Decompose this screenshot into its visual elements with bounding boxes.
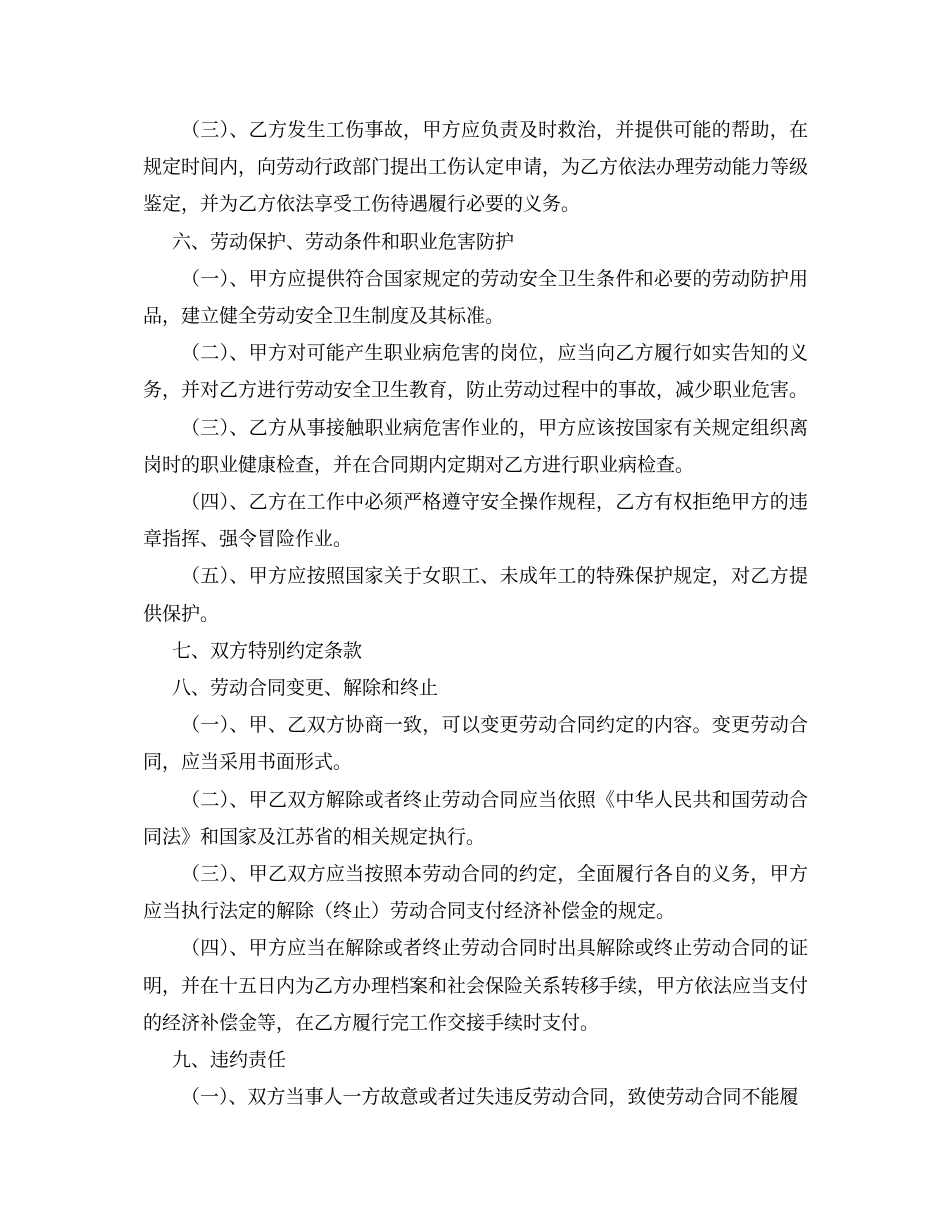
- clause-6-3: （三）、乙方从事接触职业病危害作业的，甲方应该按国家有关规定组织离岗时的职业健康检查，并在合同期内定期对乙方进行职业病检查。: [143, 416, 808, 476]
- section-heading-7: 七、双方特别约定条款: [172, 639, 363, 662]
- clause-6-1: （一）、甲方应提供符合国家规定的劳动安全卫生条件和必要的劳动防护用品，建立健全劳动安全卫生制度及其标准。: [143, 267, 808, 328]
- clause-5-3: （三）、乙方发生工伤事故，甲方应负责及时救治，并提供可能的帮助，在规定时间内，向劳动行政部门提出工伤认定申请，为乙方依法办理劳动能力等级鉴定，并为乙方依法享受工伤待遇履行必要的义务。: [143, 119, 809, 216]
- clause-6-2: （二）、甲方对可能产生职业病危害的岗位，应当向乙方履行如实告知的义务，并对乙方进行劳动安全卫生教育，防止劳动过程中的事故，减少职业危害。: [143, 342, 809, 402]
- clause-8-4: （四）、甲方应当在解除或者终止劳动合同时出具解除或终止劳动合同的证明，并在十五日内为乙方办理档案和社会保险关系转移手续，甲方依法应当支付的经济补偿金等，在乙方履行完工作交接手续时支付。: [143, 937, 809, 1034]
- clause-8-3: （三）、甲乙双方应当按照本劳动合同的约定，全面履行各自的义务，甲方应当执行法定的解除（终止）劳动合同支付经济补偿金的规定。: [143, 863, 808, 923]
- section-heading-8: 八、劳动合同变更、解除和终止: [172, 677, 439, 700]
- clause-6-5: （五）、甲方应按照国家关于女职工、未成年工的特殊保护规定，对乙方提供保护。: [143, 565, 808, 625]
- clause-8-2: （二）、甲乙双方解除或者终止劳动合同应当依照《中华人民共和国劳动合同法》和国家及江苏省的相关规定执行。: [143, 788, 808, 848]
- section-heading-9: 九、违约责任: [172, 1049, 287, 1072]
- clause-8-1: （一）、甲、乙双方协商一致，可以变更劳动合同约定的内容。变更劳动合同，应当采用书面形式。: [143, 714, 808, 774]
- section-heading-6: 六、劳动保护、劳动条件和职业危害防护: [172, 230, 515, 253]
- clause-9-1: （一）、双方当事人一方故意或者过失违反劳动合同，致使劳动合同不能履: [181, 1086, 799, 1109]
- clause-6-4: （四）、乙方在工作中必须严格遵守安全操作规程，乙方有权拒绝甲方的违章指挥、强令冒险作业。: [143, 491, 808, 551]
- document-body: [143, 112, 808, 1116]
